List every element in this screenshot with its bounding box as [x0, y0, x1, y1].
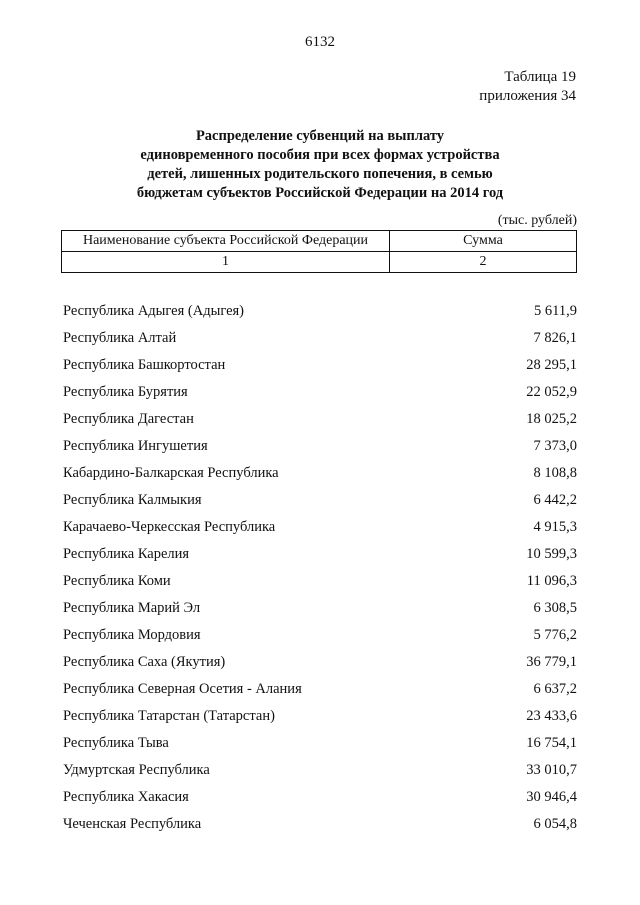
subject-name: Республика Калмыкия [63, 492, 202, 508]
table-reference-line-2: приложения 34 [479, 88, 576, 104]
subject-name: Республика Татарстан (Татарстан) [63, 708, 275, 724]
subject-name: Республика Тыва [63, 735, 169, 751]
table-row [63, 757, 577, 784]
page-number: 6132 [305, 34, 335, 50]
subject-amount: 6 054,8 [533, 816, 577, 832]
subject-name: Кабардино-Балкарская Республика [63, 465, 279, 481]
units-label: (тыс. рублей) [497, 213, 577, 228]
table-row [63, 676, 577, 703]
subject-name: Республика Коми [63, 573, 171, 589]
subject-amount: 6 442,2 [533, 492, 577, 508]
subject-name: Республика Саха (Якутия) [63, 654, 226, 670]
table-row [63, 595, 577, 622]
subject-amount: 5 776,2 [533, 627, 577, 643]
header-column-number-2: 2 [390, 252, 577, 273]
table-row [63, 325, 577, 352]
subject-name: Республика Карелия [63, 546, 190, 562]
subject-name: Республика Северная Осетия - Алания [63, 681, 302, 697]
subject-name: Республика Адыгея (Адыгея) [63, 303, 245, 319]
table-row [63, 352, 577, 379]
table-header [61, 230, 577, 273]
subject-amount: 33 010,7 [526, 762, 577, 778]
subject-name: Республика Бурятия [63, 384, 188, 400]
table-row [63, 622, 577, 649]
subject-name: Республика Марий Эл [63, 600, 201, 616]
subject-name: Карачаево-Черкесская Республика [63, 519, 276, 535]
subject-amount: 30 946,4 [526, 789, 577, 805]
table-row [63, 784, 577, 811]
table-row [63, 514, 577, 541]
subject-name: Чеченская Республика [63, 816, 202, 832]
table-row [63, 487, 577, 514]
subject-name: Республика Хакасия [63, 789, 189, 805]
title-line-3: детей, лишенных родительского попечения, в семью [147, 166, 493, 182]
table-row [63, 298, 577, 325]
subject-amount: 11 096,3 [526, 573, 577, 589]
table-row [63, 433, 577, 460]
table-row [63, 649, 577, 676]
subject-amount: 5 611,9 [534, 303, 577, 319]
table-row [63, 811, 577, 838]
subject-name: Республика Алтай [63, 330, 177, 346]
table-row [63, 541, 577, 568]
table-row [63, 460, 577, 487]
table-row [63, 730, 577, 757]
subject-amount: 18 025,2 [526, 411, 577, 427]
table-row [63, 379, 577, 406]
subject-amount: 10 599,3 [526, 546, 577, 562]
subject-name: Республика Дагестан [63, 411, 194, 427]
subject-name: Республика Мордовия [63, 627, 201, 643]
subject-name: Республика Башкортостан [63, 357, 226, 373]
subject-amount: 4 915,3 [533, 519, 577, 535]
title-line-4: бюджетам субъектов Российской Федерации на 2014 год [136, 185, 504, 201]
title-line-1: Распределение субвенций на выплату [195, 128, 445, 144]
table-body [63, 298, 577, 838]
subject-amount: 7 826,1 [533, 330, 577, 346]
document-title [80, 127, 560, 203]
subject-amount: 16 754,1 [526, 735, 577, 751]
table-row [63, 568, 577, 595]
subject-amount: 7 373,0 [533, 438, 577, 454]
subject-amount: 36 779,1 [526, 654, 577, 670]
subject-amount: 6 637,2 [533, 681, 577, 697]
subject-amount: 22 052,9 [526, 384, 577, 400]
subject-name: Республика Ингушетия [63, 438, 208, 454]
subject-name: Удмуртская Республика [63, 762, 210, 778]
subject-amount: 23 433,6 [526, 708, 577, 724]
table-row [63, 703, 577, 730]
subject-amount: 6 308,5 [533, 600, 577, 616]
header-number-row [62, 252, 577, 273]
subject-amount: 28 295,1 [526, 357, 577, 373]
title-line-2: единовременного пособия при всех формах устройства [140, 147, 500, 163]
header-column-number-1: 1 [62, 252, 390, 273]
header-row [62, 231, 577, 252]
subject-amount: 8 108,8 [533, 465, 577, 481]
table-row [63, 406, 577, 433]
table-reference-line-1: Таблица 19 [504, 69, 576, 85]
header-subject-name: Наименование субъекта Российской Федерации [62, 231, 390, 252]
table-reference [479, 68, 576, 106]
header-amount: Сумма [390, 231, 577, 252]
